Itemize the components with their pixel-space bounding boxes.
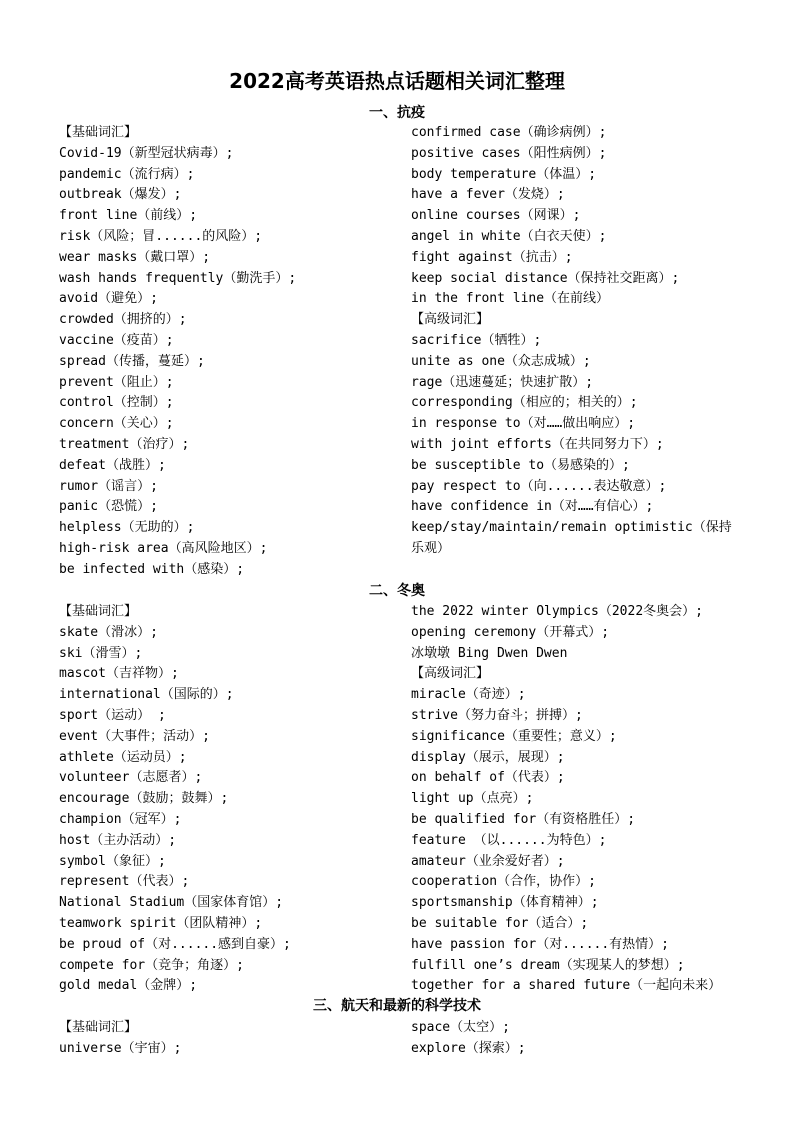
vocab-category-label: 【高级词汇】 <box>411 666 490 682</box>
vocab-category-label: 【高级词汇】 <box>411 312 490 328</box>
vocab-entry: pandemic（流行病）; <box>59 166 195 182</box>
vocab-entry: be infected with（感染）; <box>59 561 245 577</box>
vocab-entry: helpless（无助的）; <box>59 520 195 536</box>
vocab-entry: teamwork spirit（团队精神）; <box>59 915 263 931</box>
vocab-entry: champion（冠军）; <box>59 811 182 827</box>
vocab-entry: Covid-19（新型冠状病毒）; <box>59 145 234 161</box>
vocab-entry: encourage（鼓励；鼓舞）; <box>59 791 229 807</box>
vocab-entry: wear masks（戴口罩）; <box>59 249 211 265</box>
vocab-entry: concern（关心）; <box>59 416 174 432</box>
vocab-entry: host（主办活动）; <box>59 832 177 848</box>
vocab-entry: strive（努力奋斗；拼搏）; <box>411 707 583 723</box>
vocab-entry: online courses（网课）; <box>411 208 581 224</box>
vocab-entry: event（大事件；活动）; <box>59 728 210 744</box>
vocab-entry: wash hands frequently（勤洗手）; <box>59 270 297 286</box>
vocab-entry: rage（迅速蔓延；快速扩散）; <box>411 374 594 390</box>
vocab-entry: keep/stay/maintain/remain optimistic（保持乐观） <box>411 520 732 556</box>
vocab-entry: feature （以......为特色）; <box>411 832 607 848</box>
vocab-entry: space（太空）; <box>411 1020 510 1035</box>
vocab-entry: be susceptible to（易感染的）; <box>411 457 630 473</box>
section-3-right-column <box>411 1018 741 1060</box>
section-1-right-column <box>411 123 741 560</box>
vocab-entry: angel in white（白衣天使）; <box>411 228 607 244</box>
vocab-entry: fight against（抗击）; <box>411 249 573 265</box>
section-heading-3: 三、航天和最新的科学技术 <box>313 998 481 1014</box>
vocab-entry: compete for（竞争；角逐）; <box>59 957 244 973</box>
vocab-entry: outbreak（爆发）; <box>59 187 182 203</box>
vocab-entry: in the front line（在前线） <box>411 291 610 307</box>
vocab-entry: panic（恐慌）; <box>59 499 158 515</box>
vocab-entry: fulfill one’s dream（实现某人的梦想）; <box>411 957 685 973</box>
vocab-entry: amateur（业余爱好者）; <box>411 853 565 869</box>
vocab-entry: light up（点亮）; <box>411 791 534 807</box>
vocab-entry: significance（重要性；意义）; <box>411 728 617 744</box>
vocab-entry: have a fever（发烧）; <box>411 187 565 203</box>
vocab-entry: symbol（象征）; <box>59 853 166 869</box>
vocab-entry: National Stadium（国家体育馆）; <box>59 895 284 911</box>
vocab-entry: corresponding（相应的；相关的）; <box>411 395 638 411</box>
vocab-entry: cooperation（合作，协作）; <box>411 874 596 890</box>
vocab-category-label: 【基础词汇】 <box>59 125 138 140</box>
vocab-entry: skate（滑冰）; <box>59 624 158 640</box>
vocab-entry: body temperature（体温）; <box>411 166 597 182</box>
vocab-entry: confirmed case（确诊病例）; <box>411 125 607 140</box>
vocab-entry: unite as one（众志成城）; <box>411 353 591 369</box>
vocab-entry: athlete（运动员）; <box>59 749 187 765</box>
vocab-entry: pay respect to（向......表达敬意）; <box>411 478 667 494</box>
vocab-entry: mascot（吉祥物）; <box>59 666 179 682</box>
vocab-category-label: 【基础词汇】 <box>59 604 138 619</box>
vocab-entry: sacrifice（牺牲）; <box>411 332 542 348</box>
vocab-entry: 冰墩墩 Bing Dwen Dwen <box>411 645 568 661</box>
vocab-entry: miracle（奇迹）; <box>411 687 526 703</box>
vocab-entry: front line（前线）; <box>59 208 198 224</box>
vocab-entry: opening ceremony（开幕式）; <box>411 624 610 640</box>
vocab-entry: have confidence in（对……有信心）; <box>411 499 654 515</box>
vocab-entry: ski（滑雪）; <box>59 645 143 661</box>
vocab-entry: sport（运动） ; <box>59 707 166 723</box>
vocab-entry: prevent（阻止）; <box>59 374 174 390</box>
vocab-entry: represent（代表）; <box>59 874 190 890</box>
vocab-entry: sportsmanship（体育精神）; <box>411 895 599 911</box>
section-heading-1: 一、抗疫 <box>369 105 425 121</box>
vocab-entry: universe（宇宙）; <box>59 1040 182 1056</box>
vocab-entry: gold medal（金牌）; <box>59 978 198 994</box>
vocab-entry: with joint efforts（在共同努力下）; <box>411 436 664 452</box>
vocab-entry: avoid（避免）; <box>59 291 158 307</box>
vocab-entry: the 2022 winter Olympics（2022冬奥会）; <box>411 604 703 619</box>
vocab-entry: risk（风险；冒......的风险）; <box>59 228 263 244</box>
vocab-entry: spread（传播，蔓延）; <box>59 353 205 369</box>
vocab-entry: have passion for（对......有热情）; <box>411 936 670 952</box>
vocab-entry: keep social distance（保持社交距离）; <box>411 270 680 286</box>
vocab-entry: be qualified for（有资格胜任）; <box>411 811 636 827</box>
vocab-category-label: 【基础词汇】 <box>59 1020 138 1035</box>
vocab-entry: display（展示，展现）; <box>411 749 565 765</box>
vocab-entry: on behalf of（代表）; <box>411 770 565 786</box>
vocab-entry: be proud of（对......感到自豪）; <box>59 936 291 952</box>
section-1-left-column <box>59 123 399 581</box>
vocab-entry: high-risk area（高风险地区）; <box>59 540 268 556</box>
vocab-entry: vaccine（疫苗）; <box>59 332 174 348</box>
vocab-entry: control（控制）; <box>59 395 174 411</box>
section-3-left-column <box>59 1018 399 1060</box>
vocab-entry: rumor（谣言）; <box>59 478 158 494</box>
vocab-entry: in response to（对……做出响应）; <box>411 416 636 432</box>
vocab-entry: be suitable for（适合）; <box>411 915 589 931</box>
section-2-left-column <box>59 602 399 997</box>
vocab-entry: international（国际的）; <box>59 687 234 703</box>
vocab-entry: together for a shared future（一起向未来） <box>411 978 722 994</box>
vocab-entry: defeat（战胜）; <box>59 457 166 473</box>
section-heading-2: 二、冬奥 <box>369 583 425 599</box>
vocab-entry: treatment（治疗）; <box>59 436 190 452</box>
vocab-entry: volunteer（志愿者）; <box>59 770 203 786</box>
page-title: 2022高考英语热点话题相关词汇整理 <box>229 69 565 93</box>
vocab-entry: crowded（拥挤的）; <box>59 312 187 328</box>
vocab-entry: explore（探索）; <box>411 1040 526 1056</box>
section-2-right-column <box>411 602 751 997</box>
vocab-entry: positive cases（阳性病例）; <box>411 145 607 161</box>
